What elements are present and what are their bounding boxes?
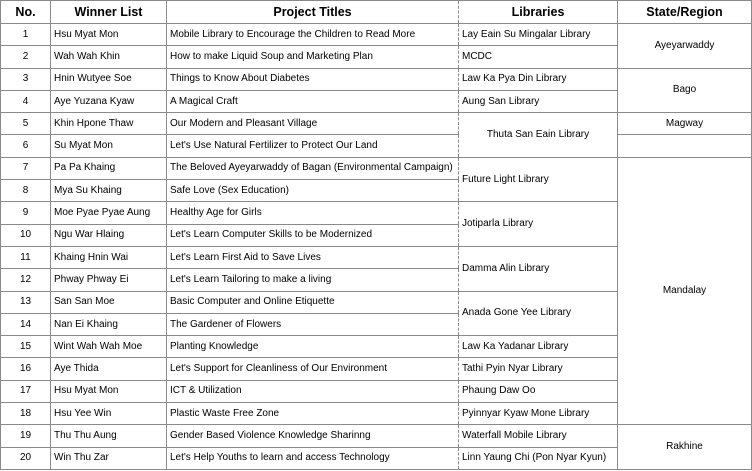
library-cell: Phaung Daw Oo xyxy=(459,380,618,402)
row-number: 4 xyxy=(1,90,51,112)
project-title: Let's Learn Computer Skills to be Modernized xyxy=(167,224,459,246)
table-row xyxy=(1,135,752,157)
project-title: Let's Learn First Aid to Save Lives xyxy=(167,246,459,268)
row-number: 13 xyxy=(1,291,51,313)
header-library: Libraries xyxy=(459,1,618,24)
winner-name: Nan Ei Khaing xyxy=(51,313,167,335)
row-number: 10 xyxy=(1,224,51,246)
winner-name: Hsu Myat Mon xyxy=(51,24,167,46)
project-title: Mobile Library to Encourage the Children to Read More xyxy=(167,24,459,46)
project-title: Our Modern and Pleasant Village xyxy=(167,113,459,135)
row-number: 6 xyxy=(1,135,51,157)
winner-name: Wah Wah Khin xyxy=(51,46,167,68)
region-cell: Ayeyarwaddy xyxy=(618,24,752,69)
row-number: 5 xyxy=(1,113,51,135)
library-cell: Tathi Pyin Nyar Library xyxy=(459,358,618,380)
winner-name: Mya Su Khaing xyxy=(51,180,167,202)
project-title: Planting Knowledge xyxy=(167,336,459,358)
region-cell: Bago xyxy=(618,68,752,113)
row-number: 12 xyxy=(1,269,51,291)
row-number: 20 xyxy=(1,447,51,469)
project-title: Gender Based Violence Knowledge Sharinng xyxy=(167,425,459,447)
winner-name: Win Thu Zar xyxy=(51,447,167,469)
library-cell: MCDC xyxy=(459,46,618,68)
library-cell: Law Ka Pya Din Library xyxy=(459,68,618,90)
project-title: Let's Use Natural Fertilizer to Protect Our Land xyxy=(167,135,459,157)
library-cell: Lay Eain Su Mingalar Library xyxy=(459,24,618,46)
project-title: Let's Learn Tailoring to make a living xyxy=(167,269,459,291)
winner-name: Hsu Myat Mon xyxy=(51,380,167,402)
table-row xyxy=(1,157,752,179)
project-title: The Beloved Ayeyarwaddy of Bagan (Environmental Campaign) xyxy=(167,157,459,179)
winner-name: Pa Pa Khaing xyxy=(51,157,167,179)
project-title: Things to Know About Diabetes xyxy=(167,68,459,90)
row-number: 9 xyxy=(1,202,51,224)
row-number: 8 xyxy=(1,180,51,202)
table-row xyxy=(1,68,752,90)
library-cell: Law Ka Yadanar Library xyxy=(459,336,618,358)
row-number: 15 xyxy=(1,336,51,358)
library-cell: Aung San Library xyxy=(459,90,618,112)
project-title: Let's Support for Cleanliness of Our Environment xyxy=(167,358,459,380)
project-title: How to make Liquid Soup and Marketing Plan xyxy=(167,46,459,68)
header-winner: Winner List xyxy=(51,1,167,24)
library-cell: Thuta San Eain Library xyxy=(459,113,618,158)
row-number: 1 xyxy=(1,24,51,46)
region-cell: Rakhine xyxy=(618,425,752,470)
winner-name: Phway Phway Ei xyxy=(51,269,167,291)
table-row xyxy=(1,425,752,447)
project-title: Let's Help Youths to learn and access Technology xyxy=(167,447,459,469)
winner-name: Thu Thu Aung xyxy=(51,425,167,447)
header-title: Project Titles xyxy=(167,1,459,24)
library-cell: Linn Yaung Chi (Pon Nyar Kyun) xyxy=(459,447,618,469)
library-cell: Future Light Library xyxy=(459,157,618,202)
project-title: Plastic Waste Free Zone xyxy=(167,403,459,425)
header-region: State/Region xyxy=(618,1,752,24)
winner-name: Khaing Hnin Wai xyxy=(51,246,167,268)
row-number: 17 xyxy=(1,380,51,402)
library-cell: Anada Gone Yee Library xyxy=(459,291,618,336)
header-row xyxy=(1,1,752,24)
project-title: The Gardener of Flowers xyxy=(167,313,459,335)
project-title: Healthy Age for Girls xyxy=(167,202,459,224)
winner-name: Hsu Yee Win xyxy=(51,403,167,425)
row-number: 19 xyxy=(1,425,51,447)
row-number: 7 xyxy=(1,157,51,179)
winner-name: Khin Hpone Thaw xyxy=(51,113,167,135)
region-cell: Magway xyxy=(618,113,752,135)
winner-name: Ngu War Hlaing xyxy=(51,224,167,246)
library-cell: Waterfall Mobile Library xyxy=(459,425,618,447)
project-title: Basic Computer and Online Etiquette xyxy=(167,291,459,313)
row-number: 16 xyxy=(1,358,51,380)
row-number: 18 xyxy=(1,403,51,425)
row-number: 3 xyxy=(1,68,51,90)
library-cell: Jotiparla Library xyxy=(459,202,618,247)
winner-name: Wint Wah Wah Moe xyxy=(51,336,167,358)
region-cell-empty xyxy=(618,135,752,157)
winner-name: Aye Yuzana Kyaw xyxy=(51,90,167,112)
table-row xyxy=(1,113,752,135)
winner-name: Su Myat Mon xyxy=(51,135,167,157)
project-title: ICT & Utilization xyxy=(167,380,459,402)
winner-name: San San Moe xyxy=(51,291,167,313)
region-cell: Mandalay xyxy=(618,157,752,425)
winner-name: Aye Thida xyxy=(51,358,167,380)
library-cell: Damma Alin Library xyxy=(459,246,618,291)
table-row xyxy=(1,24,752,46)
winner-name: Moe Pyae Pyae Aung xyxy=(51,202,167,224)
project-title: Safe Love (Sex Education) xyxy=(167,180,459,202)
row-number: 11 xyxy=(1,246,51,268)
winner-name: Hnin Wutyee Soe xyxy=(51,68,167,90)
row-number: 2 xyxy=(1,46,51,68)
row-number: 14 xyxy=(1,313,51,335)
library-cell: Pyinnyar Kyaw Mone Library xyxy=(459,403,618,425)
project-title: A Magical Craft xyxy=(167,90,459,112)
header-no: No. xyxy=(1,1,51,24)
